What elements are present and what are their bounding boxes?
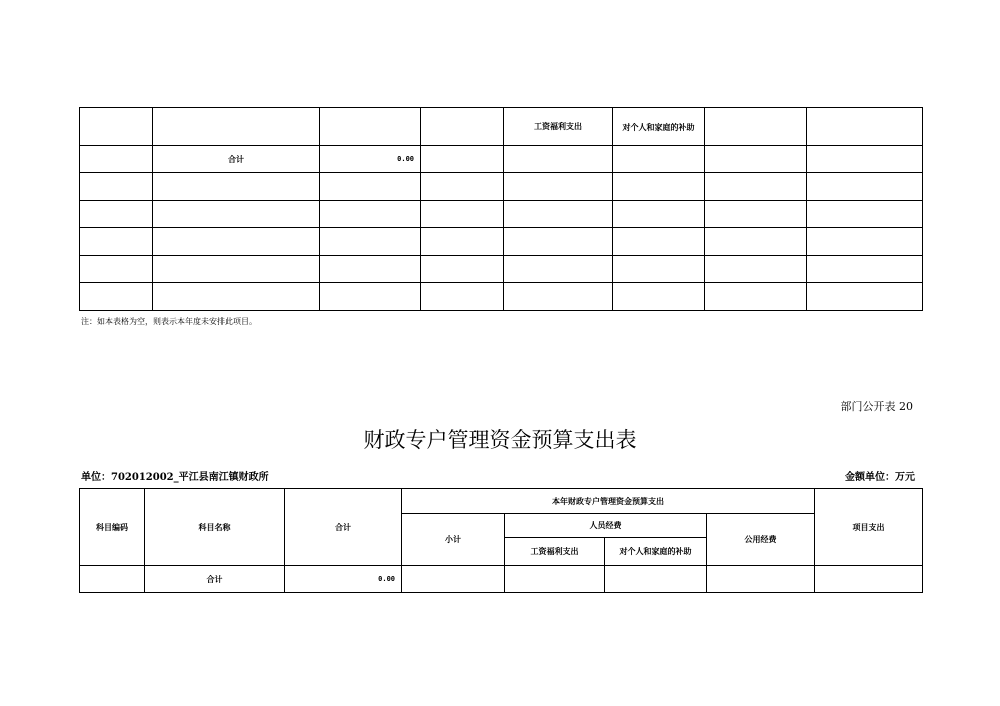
total-value: 0.00 [285, 566, 402, 593]
amount-unit-label: 金额单位：万元 [845, 472, 915, 483]
top-table [79, 107, 923, 311]
table-row [80, 201, 923, 228]
table-row [80, 256, 923, 283]
header-salary: 工资福利支出 [504, 108, 613, 146]
table-note: 注：如本表格为空，则表示本年度未安排此项目。 [81, 317, 257, 326]
total-value: 0.00 [320, 146, 421, 173]
header-household: 对个人和家庭的补助 [605, 538, 707, 566]
page-number: 部门公开表 20 [840, 400, 913, 413]
table-row [80, 283, 923, 311]
table-row [80, 146, 923, 173]
table-header-row [80, 489, 923, 514]
header-salary: 工资福利支出 [505, 538, 605, 566]
table-row [80, 228, 923, 256]
unit-label: 单位：702012002_平江县南江镇财政所 [81, 472, 269, 483]
header-name: 科目名称 [145, 489, 285, 566]
table-row [80, 173, 923, 201]
total-label: 合计 [153, 146, 320, 173]
header-personnel: 人员经费 [505, 514, 707, 538]
header-household: 对个人和家庭的补助 [613, 108, 705, 146]
page-title: 财政专户管理资金预算支出表 [363, 428, 637, 452]
main-table [79, 488, 923, 593]
header-total: 合计 [285, 489, 402, 566]
header-group: 本年财政专户管理资金预算支出 [402, 489, 815, 514]
total-label: 合计 [145, 566, 285, 593]
header-code: 科目编码 [80, 489, 145, 566]
header-public: 公用经费 [707, 514, 815, 566]
header-project: 项目支出 [815, 489, 923, 566]
table-row [80, 566, 923, 593]
header-subtotal: 小计 [402, 514, 505, 566]
table-row [80, 108, 923, 146]
